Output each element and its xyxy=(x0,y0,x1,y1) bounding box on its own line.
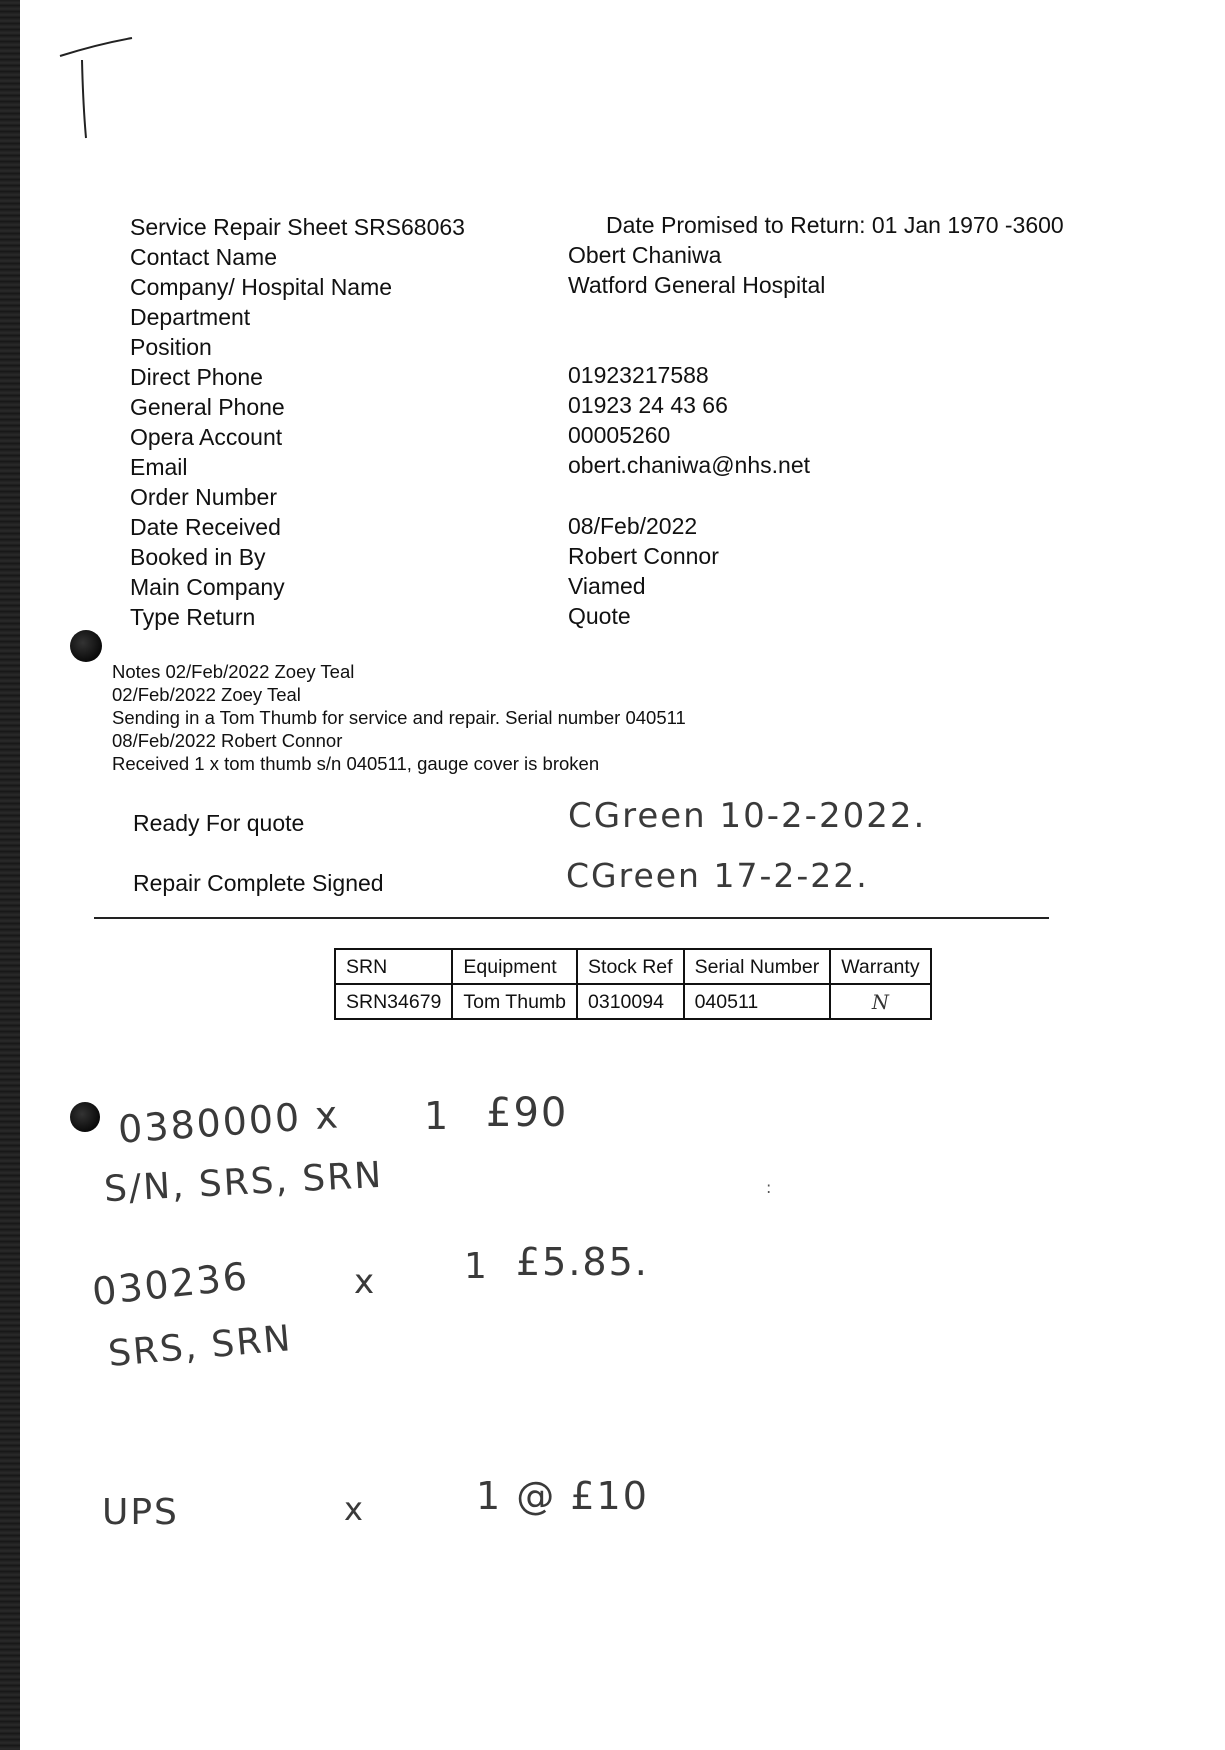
field-label-email: Email xyxy=(130,454,188,480)
table-cell: 040511 xyxy=(684,984,831,1019)
handwritten-qty-3: 1 @ £10 xyxy=(476,1474,649,1518)
handwritten-price-2: £5.85. xyxy=(516,1240,649,1284)
field-value-type-return: Quote xyxy=(568,603,631,629)
handwritten-qty-1: 1 xyxy=(424,1094,451,1138)
handwritten-qty-2: 1 xyxy=(464,1246,489,1287)
punch-hole-bottom xyxy=(70,1102,100,1132)
notes-line: Sending in a Tom Thumb for service and repair. Serial number 040511 xyxy=(112,707,686,728)
table-header-cell: Serial Number xyxy=(684,949,831,984)
handwritten-part-1: 0380000 x xyxy=(116,1092,342,1152)
table-header-cell: Stock Ref xyxy=(577,949,684,984)
table-header-cell: Warranty xyxy=(830,949,930,984)
notes-line: Notes 02/Feb/2022 Zoey Teal xyxy=(112,661,355,682)
field-label-position: Position xyxy=(130,334,212,360)
repair-complete-label: Repair Complete Signed xyxy=(133,870,384,896)
handwritten-x-2: x xyxy=(354,1262,377,1302)
sheet-title: Service Repair Sheet SRS68063 xyxy=(130,214,465,240)
handwritten-t-mark xyxy=(58,34,138,144)
field-value-main-company: Viamed xyxy=(568,573,646,599)
field-label-opera-account: Opera Account xyxy=(130,424,283,450)
ready-signature: CGreen 10-2-2022. xyxy=(568,796,927,836)
scan-edge-shadow xyxy=(0,0,20,1750)
table-cell: Tom Thumb xyxy=(452,984,577,1019)
punch-hole-top xyxy=(70,630,102,662)
ready-for-quote-label: Ready For quote xyxy=(133,810,305,836)
handwritten-price-1: £90 xyxy=(486,1090,569,1136)
table-cell: 0310094 xyxy=(577,984,684,1019)
table-row xyxy=(335,984,931,1019)
notes-block xyxy=(112,660,686,775)
table-header-cell: Equipment xyxy=(452,949,577,984)
handwritten-part-3: UPS xyxy=(102,1492,179,1533)
field-value-contact-name: Obert Chaniwa xyxy=(568,242,722,268)
field-value-company: Watford General Hospital xyxy=(568,272,826,298)
field-label-order-number: Order Number xyxy=(130,484,277,510)
field-value-date-received: 08/Feb/2022 xyxy=(568,513,698,539)
field-label-contact-name: Contact Name xyxy=(130,244,278,270)
handwritten-x-3: x xyxy=(344,1490,365,1528)
field-value-opera-account: 00005260 xyxy=(568,422,671,448)
complete-signature: CGreen 17-2-22. xyxy=(566,856,869,895)
notes-line: 02/Feb/2022 Zoey Teal xyxy=(112,684,301,705)
field-value-direct-phone: 01923217588 xyxy=(568,362,709,388)
field-label-type-return: Type Return xyxy=(130,604,256,630)
field-label-booked-in-by: Booked in By xyxy=(130,544,266,570)
field-value-booked-in-by: Robert Connor xyxy=(568,543,719,569)
notes-line: 08/Feb/2022 Robert Connor xyxy=(112,730,343,751)
field-value-general-phone: 01923 24 43 66 xyxy=(568,392,728,418)
handwritten-sub-1: S/N, SRS, SRN xyxy=(103,1154,385,1211)
field-label-department: Department xyxy=(130,304,251,330)
scan-speck: : xyxy=(766,1178,774,1197)
table-header-cell: SRN xyxy=(335,949,452,984)
handwritten-sub-2: SRS, SRN xyxy=(106,1318,294,1375)
section-divider xyxy=(94,917,1049,919)
field-label-company: Company/ Hospital Name xyxy=(130,274,393,300)
field-label-main-company: Main Company xyxy=(130,574,285,600)
field-label-date-received: Date Received xyxy=(130,514,281,540)
field-value-email: obert.chaniwa@nhs.net xyxy=(568,452,810,478)
equipment-table xyxy=(334,948,932,1020)
table-cell: N xyxy=(830,984,930,1019)
table-cell: SRN34679 xyxy=(335,984,452,1019)
table-header-row xyxy=(335,949,931,984)
date-promised: Date Promised to Return: 01 Jan 1970 -3600 xyxy=(606,212,1064,238)
field-label-direct-phone: Direct Phone xyxy=(130,364,263,390)
field-label-general-phone: General Phone xyxy=(130,394,285,420)
notes-line: Received 1 x tom thumb s/n 040511, gauge cover is broken xyxy=(112,753,600,774)
handwritten-part-2: 030236 xyxy=(90,1253,251,1315)
